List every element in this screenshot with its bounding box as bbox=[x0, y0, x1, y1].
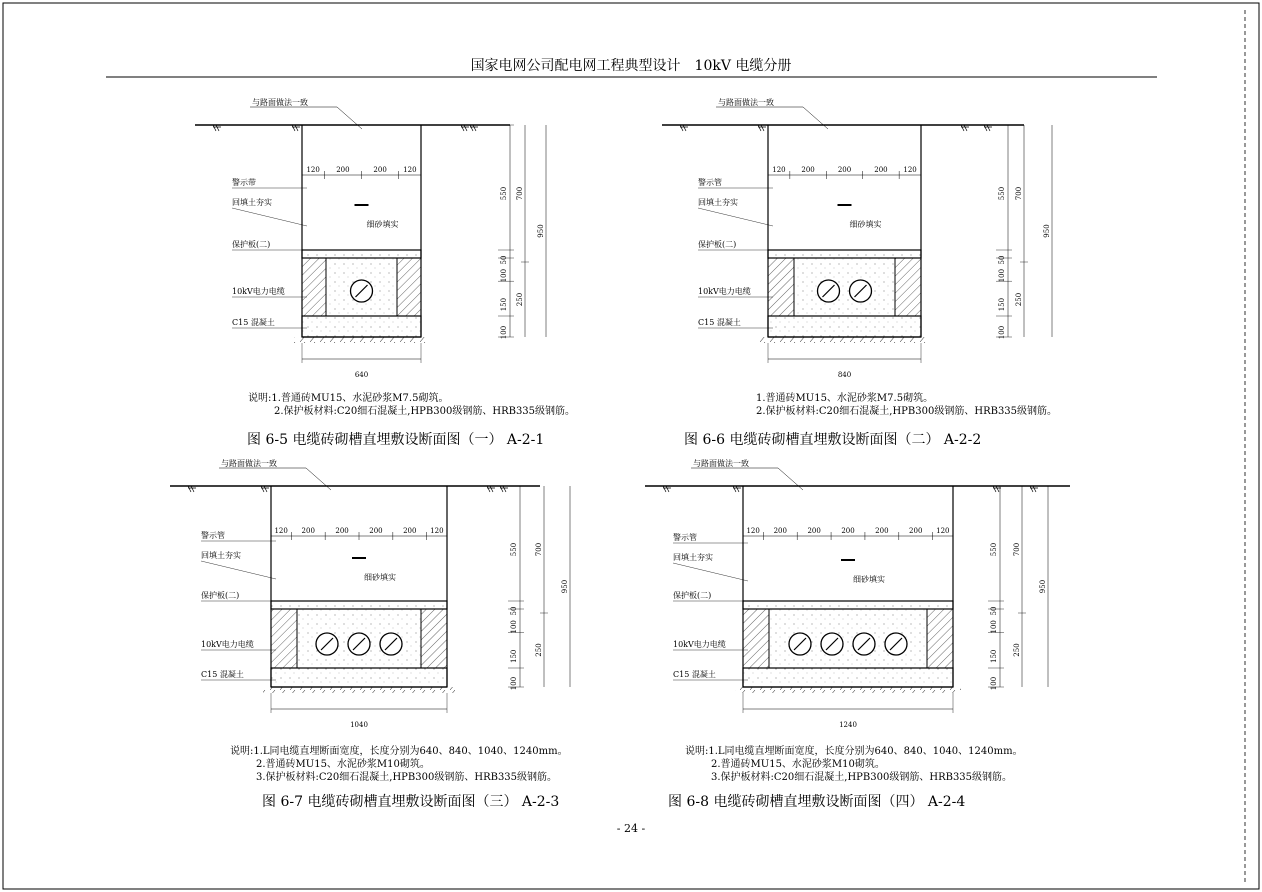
top-dim-label: 200 bbox=[909, 527, 923, 535]
top-dim-label: 120 bbox=[746, 527, 760, 535]
leader-line bbox=[201, 561, 276, 579]
right-dim-700: 700 bbox=[1015, 186, 1023, 201]
right-dim-label: 50 bbox=[990, 606, 998, 616]
cable-label: 10kV电力电缆 bbox=[673, 640, 726, 649]
backfill-label: 回填土夯实 bbox=[698, 198, 738, 207]
note-line: 2.普通砖MU15、水泥砂浆M10砌筑。 bbox=[711, 759, 885, 770]
top-dim-label: 120 bbox=[430, 527, 444, 535]
top-dim-label: 200 bbox=[369, 527, 383, 535]
cable-label: 10kV电力电缆 bbox=[698, 287, 751, 296]
top-dim-label: 200 bbox=[841, 527, 855, 535]
right-dim-total: 950 bbox=[1039, 579, 1047, 594]
concrete-base bbox=[743, 668, 953, 687]
soil-symbol bbox=[292, 125, 300, 131]
figure-6-7 bbox=[170, 458, 570, 810]
warning-label: 警示管 bbox=[201, 531, 225, 540]
brick-wall-right bbox=[421, 609, 447, 668]
right-dim-250: 250 bbox=[1013, 643, 1021, 657]
right-dim-label: 550 bbox=[500, 186, 508, 201]
brick-wall-left bbox=[302, 258, 326, 316]
right-dim-700: 700 bbox=[535, 542, 543, 557]
leader-line bbox=[232, 208, 307, 226]
right-dim-label: 150 bbox=[500, 297, 508, 312]
soil-below bbox=[760, 337, 929, 343]
soil-symbol bbox=[758, 125, 766, 131]
top-dim-label: 120 bbox=[936, 527, 950, 535]
warning-label: 警示管 bbox=[698, 178, 722, 187]
right-dim-700: 700 bbox=[1013, 542, 1021, 557]
right-dim-label: 50 bbox=[998, 255, 1006, 265]
sand-label: 细砂填实 bbox=[364, 573, 396, 582]
brick-wall-right bbox=[927, 609, 953, 668]
brick-wall-left bbox=[743, 609, 769, 668]
top-dim-label: 200 bbox=[875, 527, 889, 535]
figure-caption: 图 6-5 电缆砖砌槽直埋敷设断面图（一） A-2-1 bbox=[247, 432, 545, 448]
right-dim-total: 950 bbox=[537, 224, 545, 238]
top-dim-label: 200 bbox=[373, 166, 387, 174]
sheet-border bbox=[3, 3, 1259, 889]
protection-board bbox=[271, 601, 447, 609]
soil-below bbox=[294, 337, 429, 343]
soil-symbol bbox=[733, 486, 741, 492]
sand-fill bbox=[794, 258, 895, 316]
right-dim-label: 150 bbox=[998, 297, 1006, 312]
top-dim-label: 120 bbox=[403, 166, 417, 174]
sand-label: 细砂填实 bbox=[853, 575, 885, 584]
leader-line bbox=[306, 468, 331, 490]
backfill-label: 回填土夯实 bbox=[201, 551, 241, 560]
top-dim-label: 120 bbox=[772, 166, 786, 174]
note-line: 2.保护板材料:C20细石混凝土,HPB300级钢筋、HRB335级钢筋。 bbox=[274, 406, 576, 417]
soil-symbol bbox=[680, 125, 688, 131]
brick-wall-left bbox=[271, 609, 297, 668]
top-dim-label: 120 bbox=[903, 166, 917, 174]
backfill-label: 回填土夯实 bbox=[232, 198, 272, 207]
protection-board-label: 保护板(二) bbox=[673, 591, 712, 600]
concrete-base bbox=[768, 316, 921, 337]
right-dim-label: 100 bbox=[500, 268, 508, 283]
right-dim-label: 50 bbox=[510, 606, 518, 616]
right-dim-label: 100 bbox=[990, 620, 998, 634]
protection-board bbox=[743, 601, 953, 609]
soil-symbol bbox=[663, 486, 671, 492]
right-dim-250: 250 bbox=[535, 643, 543, 657]
concrete-base bbox=[302, 316, 421, 337]
soil-below bbox=[263, 687, 455, 693]
backfill-label: 回填土夯实 bbox=[673, 553, 713, 562]
top-dim-label: 200 bbox=[807, 527, 821, 535]
brick-wall-left bbox=[768, 258, 794, 316]
concrete-label: C15 混凝土 bbox=[698, 318, 741, 327]
concrete-label: C15 混凝土 bbox=[201, 670, 244, 679]
top-dim-label: 200 bbox=[301, 527, 315, 535]
top-dim-label: 200 bbox=[837, 166, 852, 174]
right-dim-label: 550 bbox=[998, 186, 1006, 201]
warning-label: 警示管 bbox=[673, 533, 697, 542]
figure-caption: 图 6-7 电缆砖砌槽直埋敷设断面图（三） A-2-3 bbox=[262, 794, 560, 810]
right-dim-250: 250 bbox=[1015, 292, 1023, 307]
right-dim-250: 250 bbox=[516, 292, 524, 307]
right-dim-label: 150 bbox=[990, 649, 998, 663]
soil-symbol bbox=[261, 486, 269, 492]
concrete-base bbox=[271, 668, 447, 687]
right-dim-total: 950 bbox=[1043, 224, 1051, 238]
warning-label: 警示带 bbox=[232, 178, 256, 187]
soil-symbol bbox=[1030, 486, 1038, 492]
leader-line bbox=[778, 468, 803, 490]
top-dim-label: 120 bbox=[274, 527, 288, 535]
protection-board-label: 保护板(二) bbox=[698, 240, 737, 249]
road-surface-label: 与路面做法一致 bbox=[718, 98, 774, 107]
sand-label: 细砂填实 bbox=[849, 220, 882, 229]
note-line: 2.保护板材料:C20细石混凝土,HPB300级钢筋、HRB335级钢筋。 bbox=[756, 406, 1058, 417]
figure-6-6 bbox=[662, 97, 1057, 448]
page-number: - 24 - bbox=[616, 822, 646, 835]
protection-board bbox=[768, 250, 921, 258]
top-dim-label: 200 bbox=[773, 527, 787, 535]
figure-6-8 bbox=[645, 458, 1070, 810]
leader-line bbox=[698, 208, 773, 226]
top-dim-label: 200 bbox=[336, 166, 350, 174]
width-dim-label: 640 bbox=[354, 371, 369, 379]
figure-caption: 图 6-6 电缆砖砌槽直埋敷设断面图（二） A-2-2 bbox=[684, 432, 982, 448]
soil-symbol bbox=[461, 125, 469, 131]
cable-label: 10kV电力电缆 bbox=[201, 640, 254, 649]
right-dim-label: 100 bbox=[510, 620, 518, 634]
note-line: 说明:1.L同电缆直埋断面宽度，长度分别为640、840、1040、1240mm。 bbox=[230, 746, 568, 757]
note-line: 3.保护板材料:C20细石混凝土,HPB300级钢筋、HRB335级钢筋。 bbox=[256, 772, 558, 783]
note-line: 2.普通砖MU15、水泥砂浆M10砌筑。 bbox=[256, 759, 430, 770]
road-surface-label: 与路面做法一致 bbox=[221, 459, 277, 468]
cable-label: 10kV电力电缆 bbox=[232, 287, 285, 296]
soil-below bbox=[735, 687, 961, 693]
protection-board-label: 保护板(二) bbox=[201, 591, 240, 600]
top-dim-label: 120 bbox=[306, 166, 320, 174]
right-dim-700: 700 bbox=[516, 186, 524, 201]
width-dim-label: 840 bbox=[837, 371, 852, 379]
top-dim-label: 200 bbox=[403, 527, 417, 535]
leader-line bbox=[673, 563, 748, 581]
header-title: 国家电网公司配电网工程典型设计 10kV 电缆分册 bbox=[470, 58, 792, 74]
concrete-label: C15 混凝土 bbox=[673, 670, 716, 679]
width-dim-label: 1040 bbox=[350, 721, 368, 729]
right-dim-label: 100 bbox=[998, 268, 1006, 283]
width-dim-label: 1240 bbox=[839, 721, 857, 729]
road-surface-label: 与路面做法一致 bbox=[693, 459, 749, 468]
concrete-label: C15 混凝土 bbox=[232, 318, 275, 327]
right-dim-label: 100 bbox=[510, 676, 518, 691]
right-dim-label: 100 bbox=[500, 325, 508, 340]
protection-board-label: 保护板(二) bbox=[232, 240, 271, 249]
protection-board bbox=[302, 250, 421, 258]
road-surface-label: 与路面做法一致 bbox=[252, 98, 308, 107]
soil-symbol bbox=[984, 125, 992, 131]
figure-6-5 bbox=[195, 97, 575, 448]
right-dim-label: 100 bbox=[998, 325, 1006, 340]
right-dim-label: 550 bbox=[510, 542, 518, 557]
right-dim-label: 150 bbox=[510, 649, 518, 663]
brick-wall-right bbox=[895, 258, 921, 316]
right-dim-label: 100 bbox=[990, 676, 998, 691]
note-line: 说明:1.L同电缆直埋断面宽度，长度分别为640、840、1040、1240mm。 bbox=[685, 746, 1023, 757]
soil-symbol bbox=[500, 486, 508, 492]
soil-symbol bbox=[470, 125, 478, 131]
top-dim-label: 200 bbox=[335, 527, 349, 535]
soil-symbol bbox=[213, 125, 221, 131]
note-line: 说明:1.普通砖MU15、水泥砂浆M7.5砌筑。 bbox=[248, 393, 449, 404]
top-dim-label: 200 bbox=[801, 166, 815, 174]
soil-symbol bbox=[961, 125, 969, 131]
note-line: 1.普通砖MU15、水泥砂浆M7.5砌筑。 bbox=[756, 393, 934, 404]
soil-symbol bbox=[487, 486, 495, 492]
top-dim-label: 200 bbox=[874, 166, 888, 174]
sand-label: 细砂填实 bbox=[366, 220, 399, 229]
brick-wall-right bbox=[397, 258, 421, 316]
right-dim-label: 50 bbox=[500, 255, 508, 265]
right-dim-total: 950 bbox=[561, 579, 569, 594]
figure-caption: 图 6-8 电缆砖砌槽直埋敷设断面图（四） A-2-4 bbox=[668, 794, 966, 810]
right-dim-label: 550 bbox=[990, 542, 998, 557]
soil-symbol bbox=[188, 486, 196, 492]
note-line: 3.保护板材料:C20细石混凝土,HPB300级钢筋、HRB335级钢筋。 bbox=[711, 772, 1013, 783]
